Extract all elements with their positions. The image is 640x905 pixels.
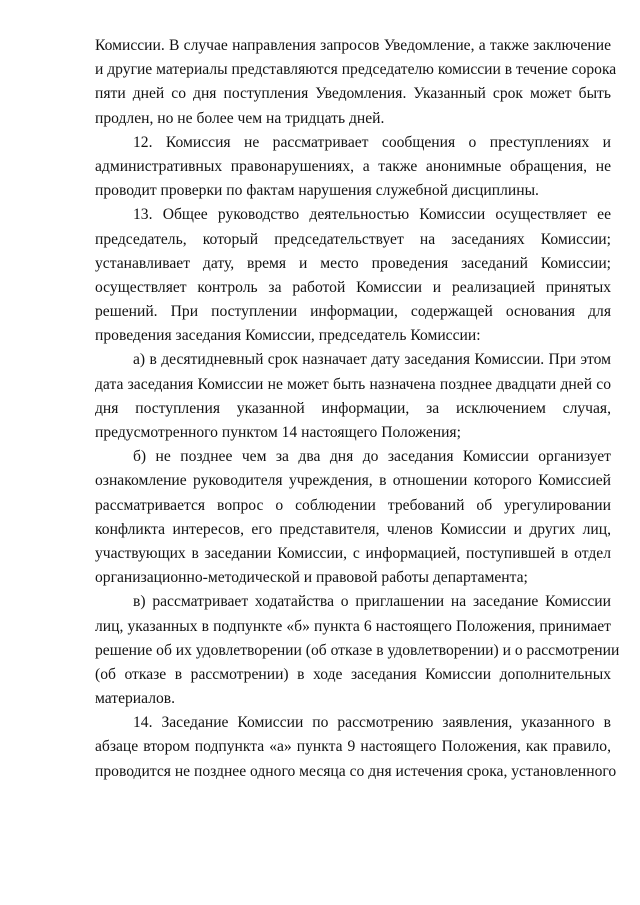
text-line: лиц, указанных в подпункте «б» пункта 6 настоящего Положения, принимает (95, 617, 611, 635)
text-line: рассматривается вопрос о соблюдении требований об урегулировании (95, 496, 611, 514)
text-line: а) в десятидневный срок назначает дату заседания Комиссии. При этом (133, 351, 611, 369)
text-line: абзаце втором подпункта «а» пункта 9 настоящего Положения, как правило, (95, 738, 611, 756)
text-line: б) не позднее чем за два дня до заседания Комиссии организует (133, 448, 611, 466)
text-line: организационно-методической и правовой работы департамента; (95, 569, 528, 587)
text-line: председатель, который председательствует на заседаниях Комиссии; (95, 230, 611, 248)
text-line: проведения заседания Комиссии, председатель Комиссии: (95, 327, 481, 345)
text-line: административных правонарушениях, а также анонимные обращения, не (95, 157, 611, 175)
text-line: конфликта интересов, его представителя, членов Комиссии и других лиц, (95, 520, 611, 538)
text-line: материалов. (95, 690, 176, 708)
text-line: Комиссии. В случае направления запросов Уведомление, а также заключение (95, 37, 611, 54)
text-line: решений. При поступлении информации, содержащей основания для (95, 303, 611, 321)
text-line: проводит проверки по фактам нарушения служебной дисциплины. (95, 182, 539, 200)
document-body (95, 34, 620, 784)
text-line: 14. Заседание Комиссии по рассмотрению заявления, указанного в (133, 714, 611, 732)
text-line: устанавливает дату, время и место проведения заседаний Комиссии; (95, 254, 611, 272)
text-line: дня поступления указанной информации, за исключением случая, (95, 399, 611, 417)
text-line: 13. Общее руководство деятельностью Комиссии осуществляет ее (133, 206, 611, 224)
text-line: ознакомление руководителя учреждения, в отношении которого Комиссией (95, 472, 611, 490)
text-line: дата заседания Комиссии не может быть назначена позднее двадцати дней со (95, 375, 611, 393)
text-line: предусмотренного пунктом 14 настоящего Положения; (95, 424, 461, 441)
text-line: и другие материалы представляются председателю комиссии в течение сорока (95, 61, 617, 79)
text-line: участвующих в заседании Комиссии, с информацией, поступившей в отдел (95, 544, 611, 562)
text-line: проводится не позднее одного месяца со дня истечения срока, установленного (95, 762, 617, 780)
text-line: (об отказе в рассмотрении) в ходе заседания Комиссии дополнительных (95, 665, 611, 683)
text-line: в) рассматривает ходатайства о приглашении на заседание Комиссии (133, 593, 611, 611)
text-line: решение об их удовлетворении (об отказе в удовлетворении) и о рассмотрении (95, 641, 620, 659)
text-line: продлен, но не более чем на тридцать дней. (95, 109, 385, 127)
text-line: 12. Комиссия не рассматривает сообщения о преступлениях и (133, 133, 611, 151)
text-line: осуществляет контроль за работой Комиссии и реализацией принятых (95, 278, 611, 296)
text-line: пяти дней со дня поступления Уведомления. Указанный срок может быть (95, 85, 611, 103)
